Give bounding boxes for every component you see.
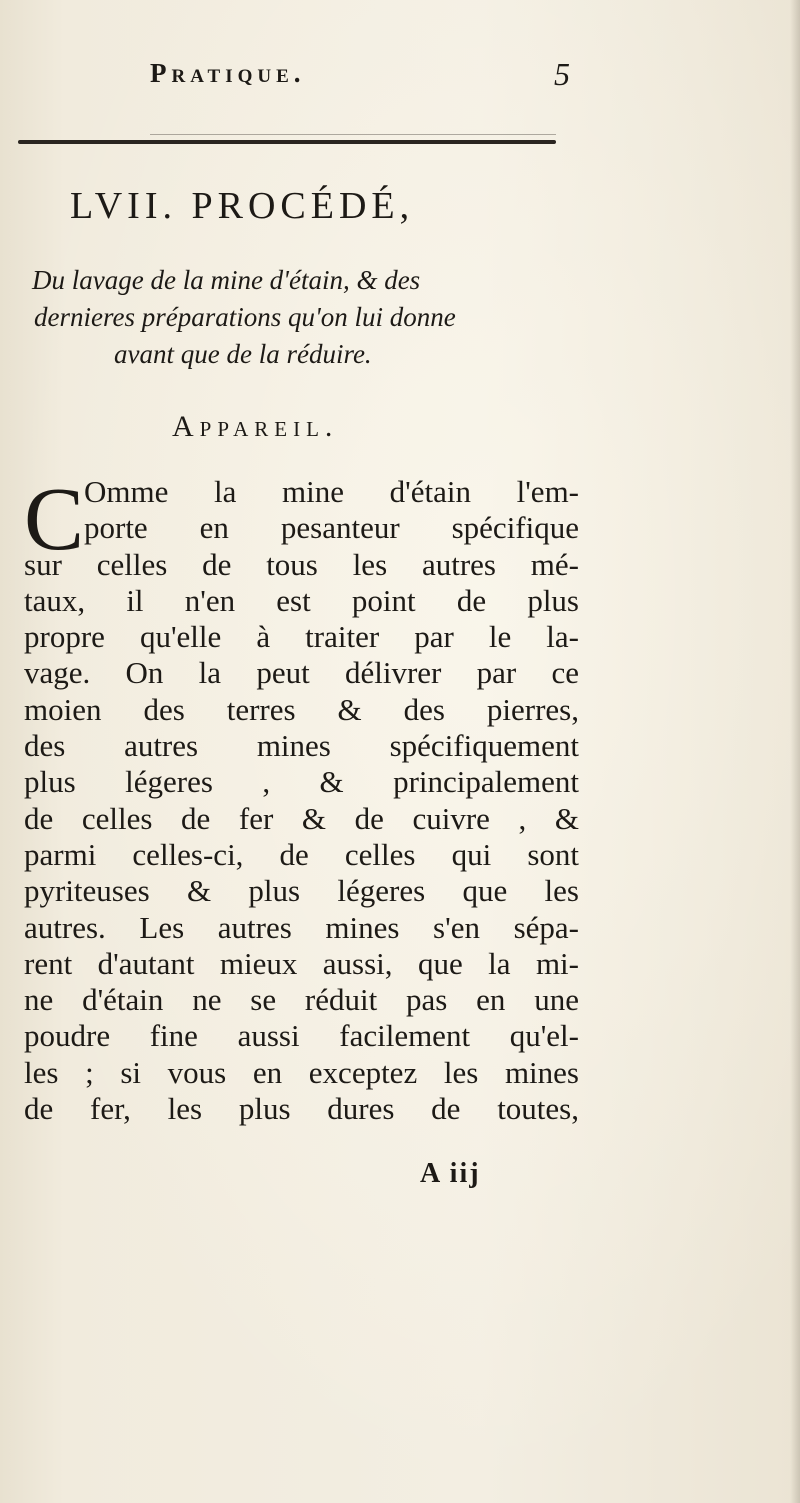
- page-header: [150, 58, 570, 102]
- header-rule: [18, 140, 556, 144]
- body-line: taux, il n'en est point de plus: [24, 582, 579, 618]
- body-line: Omme la mine d'étain l'em-: [84, 474, 579, 509]
- body-text: [24, 470, 579, 1127]
- body-line: sur celles de tous les autres mé-: [24, 546, 579, 582]
- page-edge-shadow: [790, 0, 800, 1503]
- signature-mark: A iij: [420, 1158, 481, 1189]
- body-line: rent d'autant mieux aussi, que la mi-: [24, 945, 579, 981]
- body-line: moien des terres & des pierres,: [24, 691, 579, 727]
- body-line: les ; si vous en exceptez les mines: [24, 1054, 579, 1090]
- body-line: porte en pesanteur spécifique: [84, 510, 579, 546]
- body-line: des autres mines spécifiquement: [24, 728, 579, 764]
- chapter-subtitle: [30, 262, 590, 373]
- chapter-title: LVII. PROCÉDÉ,: [70, 185, 415, 227]
- body-line: parmi celles-ci, de celles qui sont: [24, 836, 579, 872]
- body-line: poudre fine aussi facilement qu'el-: [24, 1018, 579, 1054]
- drop-cap: C: [24, 470, 85, 569]
- body-line: de fer, les plus dures de toutes,: [24, 1091, 579, 1127]
- body-line: pyriteuses & plus légeres que les: [24, 873, 579, 909]
- body-line: autres. Les autres mines s'en sépa-: [24, 909, 579, 945]
- page-number: 5: [554, 56, 570, 92]
- body-line: plus légeres , & principalement: [24, 764, 579, 800]
- subtitle-line: avant que de la réduire.: [114, 339, 372, 369]
- body-line: ne d'étain ne se réduit pas en une: [24, 982, 579, 1018]
- body-line: propre qu'elle à traiter par le la-: [24, 619, 579, 655]
- running-head: Pratique.: [150, 58, 306, 88]
- section-heading: Appareil.: [172, 410, 339, 443]
- body-line: de celles de fer & de cuivre , &: [24, 800, 579, 836]
- header-rule-thin: [150, 134, 556, 135]
- subtitle-line: Du lavage de la mine d'étain, & des: [32, 265, 421, 295]
- body-line: vage. On la peut délivrer par ce: [24, 655, 579, 691]
- subtitle-line: dernieres préparations qu'on lui donne: [34, 302, 456, 332]
